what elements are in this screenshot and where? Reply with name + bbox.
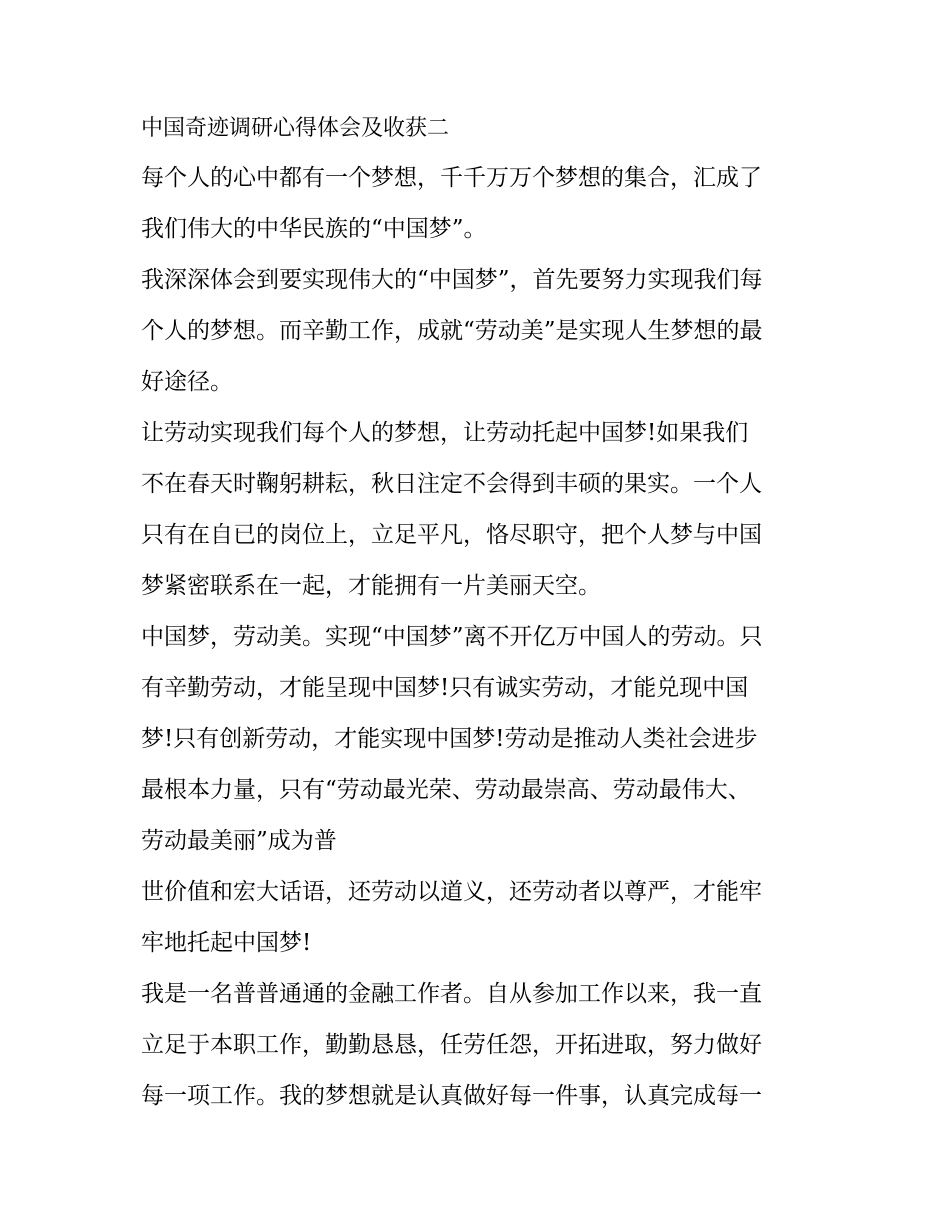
text-line: 梦紧密联系在一起，才能拥有一片美丽天空。 (141, 573, 601, 599)
text-line: 劳动最美丽”成为普 (141, 828, 337, 854)
text-line: 个人的梦想。而辛勤工作，成就“劳动美”是实现人生梦想的最 (141, 318, 763, 344)
text-line: 我是一名普普通通的金融工作者。自从参加工作以来，我一直 (141, 981, 762, 1007)
document-body (141, 153, 821, 1122)
text-line: 每个人的心中都有一个梦想，千千万万个梦想的集合，汇成了 (141, 165, 762, 191)
text-line: 不在春天时鞠躬耕耘，秋日注定不会得到丰硕的果实。一个人 (141, 471, 762, 497)
text-line: 我们伟大的中华民族的“中国梦”。 (141, 216, 487, 242)
text-line: 让劳动实现我们每个人的梦想，让劳动托起中国梦!如果我们 (141, 420, 749, 446)
text-line: 我深深体会到要实现伟大的“中国梦”，首先要努力实现我们每 (141, 267, 763, 293)
document-title: 中国奇迹调研心得体会及收获二 (141, 116, 450, 141)
text-line: 最根本力量，只有“劳动最光荣、劳动最崇高、劳动最伟大、 (141, 777, 751, 803)
text-line: 有辛勤劳动，才能呈现中国梦!只有诚实劳动，才能兑现中国 (141, 675, 749, 701)
text-line: 牢地托起中国梦! (141, 930, 312, 956)
text-line: 只有在自已的岗位上，立足平凡，恪尽职守，把个人梦与中国 (141, 522, 762, 548)
text-line: 好途径。 (141, 369, 233, 395)
text-line: 中国梦，劳动美。实现“中国梦”离不开亿万中国人的劳动。只 (141, 624, 763, 650)
text-line: 梦!只有创新劳动，才能实现中国梦!劳动是推动人类社会进步 (141, 726, 758, 752)
text-line: 每一项工作。我的梦想就是认真做好每一件事，认真完成每一 (141, 1083, 762, 1109)
text-line: 立足于本职工作，勤勤恳恳，任劳任怨，开拓进取，努力做好 (141, 1032, 762, 1058)
text-line: 世价值和宏大话语，还劳动以道义，还劳动者以尊严，才能牢 (141, 879, 762, 905)
